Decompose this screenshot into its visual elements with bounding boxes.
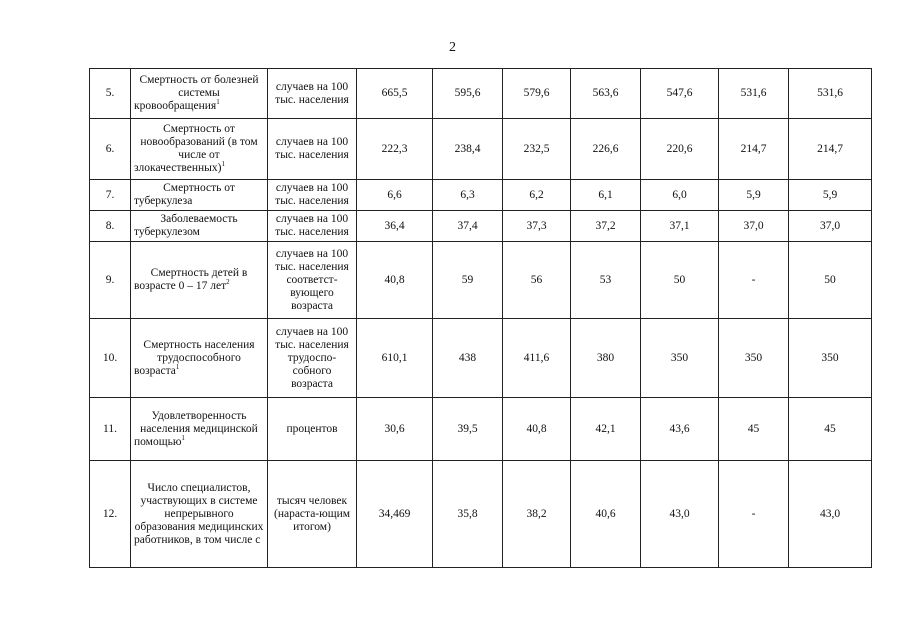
value-cell: 37,3: [503, 211, 571, 242]
indicator-name-text: Смертность от туберкулеза: [134, 182, 235, 207]
table-row: [90, 69, 872, 119]
value-cell: -: [719, 461, 789, 568]
value-cell: 438: [433, 319, 503, 398]
value-cell: 222,3: [357, 119, 433, 180]
unit-cell: случаев на 100 тыс. населения: [268, 119, 357, 180]
value-cell: 34,469: [357, 461, 433, 568]
row-number: 11.: [90, 398, 131, 461]
value-cell: 37,2: [571, 211, 641, 242]
indicator-name: [131, 211, 268, 242]
value-cell: 37,0: [789, 211, 872, 242]
indicator-name: [131, 180, 268, 211]
unit-cell: случаев на 100 тыс. населения трудоспо-собного возраста: [268, 319, 357, 398]
indicators-table: [89, 68, 872, 568]
value-cell: 232,5: [503, 119, 571, 180]
value-cell: 45: [719, 398, 789, 461]
value-cell: 220,6: [641, 119, 719, 180]
indicator-name-text: Смертность населения трудоспособного возраста: [134, 338, 255, 377]
indicator-name: [131, 119, 268, 180]
value-cell: 350: [641, 319, 719, 398]
value-cell: 531,6: [719, 69, 789, 119]
table-row: [90, 319, 872, 398]
value-cell: 595,6: [433, 69, 503, 119]
indicator-name-text: Смертность от болезней системы кровообращения: [134, 74, 259, 112]
value-cell: 43,0: [789, 461, 872, 568]
value-cell: 50: [789, 242, 872, 319]
footnote-marker: 1: [181, 433, 185, 442]
value-cell: 6,0: [641, 180, 719, 211]
unit-cell: тысяч человек (нараста-ющим итогом): [268, 461, 357, 568]
indicator-name-text: Число специалистов, участвующих в системе непрерывного образования медицинских работников, в том числе с: [134, 481, 264, 546]
row-number: 7.: [90, 180, 131, 211]
footnote-marker: 1: [175, 362, 180, 371]
table-row: [90, 398, 872, 461]
value-cell: 579,6: [503, 69, 571, 119]
indicator-name: [131, 242, 268, 319]
value-cell: 380: [571, 319, 641, 398]
value-cell: 30,6: [357, 398, 433, 461]
value-cell: 50: [641, 242, 719, 319]
indicator-name: [131, 69, 268, 119]
value-cell: 37,0: [719, 211, 789, 242]
indicator-name-text: Смертность детей в возрасте 0 – 17 лет: [134, 267, 248, 292]
value-cell: -: [719, 242, 789, 319]
value-cell: 6,6: [357, 180, 433, 211]
value-cell: 214,7: [789, 119, 872, 180]
value-cell: 531,6: [789, 69, 872, 119]
value-cell: 59: [433, 242, 503, 319]
value-cell: 563,6: [571, 69, 641, 119]
page-number: 2: [449, 40, 456, 55]
indicator-name: [131, 398, 268, 461]
value-cell: 411,6: [503, 319, 571, 398]
unit-cell: случаев на 100 тыс. населения соответст-вующего возраста: [268, 242, 357, 319]
row-number: 10.: [90, 319, 131, 398]
value-cell: 40,8: [357, 242, 433, 319]
footnote-marker: 2: [226, 278, 230, 287]
value-cell: 56: [503, 242, 571, 319]
value-cell: 40,8: [503, 398, 571, 461]
table-row: [90, 119, 872, 180]
indicator-name: [131, 461, 268, 568]
value-cell: 6,1: [571, 180, 641, 211]
value-cell: 610,1: [357, 319, 433, 398]
value-cell: 5,9: [719, 180, 789, 211]
value-cell: 37,4: [433, 211, 503, 242]
row-number: 9.: [90, 242, 131, 319]
value-cell: 238,4: [433, 119, 503, 180]
table-row: [90, 180, 872, 211]
value-cell: 40,6: [571, 461, 641, 568]
value-cell: 6,2: [503, 180, 571, 211]
table-row: [90, 211, 872, 242]
value-cell: 43,6: [641, 398, 719, 461]
value-cell: 547,6: [641, 69, 719, 119]
value-cell: 43,0: [641, 461, 719, 568]
indicator-name-text: Заболеваемость туберкулезом: [134, 213, 238, 238]
unit-cell: случаев на 100 тыс. населения: [268, 211, 357, 242]
value-cell: 42,1: [571, 398, 641, 461]
unit-cell: случаев на 100 тыс. населения: [268, 69, 357, 119]
value-cell: 53: [571, 242, 641, 319]
row-number: 8.: [90, 211, 131, 242]
footnote-marker: 1: [221, 160, 225, 169]
value-cell: 350: [719, 319, 789, 398]
row-number: 6.: [90, 119, 131, 180]
value-cell: 226,6: [571, 119, 641, 180]
unit-cell: случаев на 100 тыс. населения: [268, 180, 357, 211]
value-cell: 214,7: [719, 119, 789, 180]
value-cell: 5,9: [789, 180, 872, 211]
table-row: [90, 461, 872, 568]
unit-cell: процентов: [268, 398, 357, 461]
value-cell: 37,1: [641, 211, 719, 242]
value-cell: 35,8: [433, 461, 503, 568]
table-row: [90, 242, 872, 319]
value-cell: 39,5: [433, 398, 503, 461]
value-cell: 45: [789, 398, 872, 461]
footnote-marker: 1: [216, 98, 220, 107]
value-cell: 350: [789, 319, 872, 398]
value-cell: 6,3: [433, 180, 503, 211]
indicator-name-text: Удовлетворенность населения медицинской помощью: [134, 409, 258, 448]
indicator-name-text: Смертность от новообразований (в том числе от злокачественных): [134, 123, 258, 174]
row-number: 12.: [90, 461, 131, 568]
value-cell: 36,4: [357, 211, 433, 242]
indicator-name: [131, 319, 268, 398]
value-cell: 665,5: [357, 69, 433, 119]
row-number: 5.: [90, 69, 131, 119]
value-cell: 38,2: [503, 461, 571, 568]
